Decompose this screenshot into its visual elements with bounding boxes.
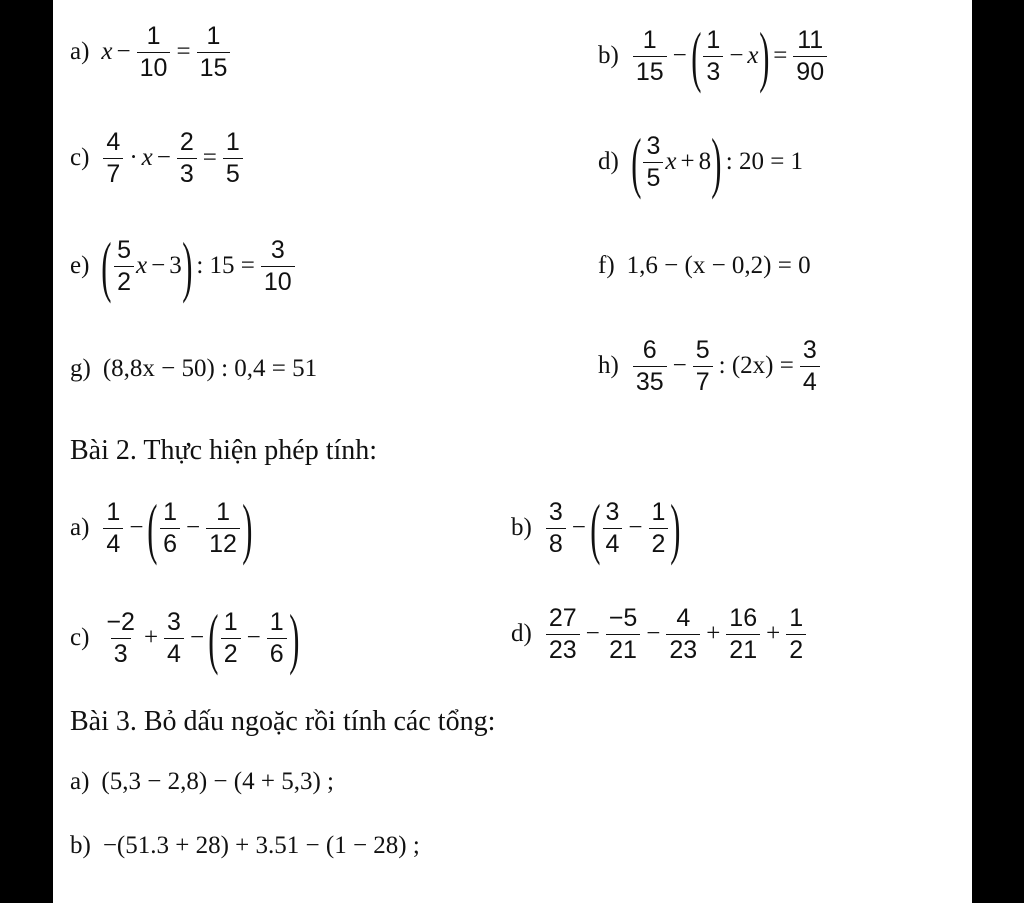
expression: (5,3 − 2,8) − (4 + 5,3) ; (101, 768, 334, 795)
fraction: $\frac{1}{15}$ (197, 22, 231, 83)
label: d) (598, 148, 619, 175)
problem-1c: c) $\frac{4}{7}$ · x − $\frac{2}{3}$ = $\frac{1}{5}$ (70, 128, 245, 189)
problem-2d: d) $\frac{27}{23}$ − $\frac{-5}{21}$ − $\frac{4}{23}$ + $\frac{16}{21}$ + $\frac{1}{2}$ (511, 604, 808, 665)
label: a) (70, 514, 90, 541)
problem-3b (70, 832, 420, 860)
problem-1b: b) $\frac{1}{15}$ − ( $\frac{1}{3}$ − x ) = $\frac{11}{90}$ (598, 22, 829, 90)
label: b) (511, 514, 532, 541)
label: b) (598, 42, 619, 69)
label: f) (598, 252, 615, 279)
label: h) (598, 352, 619, 380)
problem-2c: c) $\frac{-2}{3}$ + $\frac{3}{4}$ − ( $\frac{1}{2}$ − $\frac{1}{6}$ ) (70, 600, 300, 676)
label: b) (70, 832, 91, 859)
problem-3a (70, 768, 334, 796)
label: c) (70, 624, 90, 651)
section-heading-bai3: Bài 3. Bỏ dấu ngoặc rồi tính các tổng: (70, 706, 496, 737)
problem-1h: h) $\frac{6}{35}$ − $\frac{5}{7}$ : (2x) = $\frac{3}{4}$ (598, 336, 822, 397)
label: a) (70, 768, 90, 795)
label: c) (70, 144, 90, 172)
problem-1f (598, 252, 811, 280)
problem-2a: a) $\frac{1}{4}$ − ( $\frac{1}{6}$ − $\frac{1}{12}$ ) (70, 490, 253, 566)
fraction: $\frac{1}{10}$ (137, 22, 171, 83)
section-heading-bai2: Bài 2. Thực hiện phép tính: (70, 435, 378, 466)
label: g) (70, 355, 91, 382)
document-page (53, 0, 972, 903)
problem-1e: e) ( $\frac{5}{2}$ x − 3 ) : 15 = $\frac{3}{10}$ (70, 232, 297, 300)
label: e) (70, 252, 90, 279)
problem-2b: b) $\frac{3}{8}$ − ( $\frac{3}{4}$ − $\frac{1}{2}$ ) (511, 490, 681, 566)
expression: 1,6 − (x − 0,2) = 0 (626, 252, 811, 279)
label: a) (70, 38, 90, 66)
problem-1a: a) x − $\frac{1}{10}$ = $\frac{1}{15}$ (70, 22, 232, 83)
expression: −(51.3 + 28) + 3.51 − (1 − 28) ; (102, 832, 420, 859)
label: d) (511, 620, 532, 648)
expression: (8,8x − 50) : 0,4 = 51 (102, 355, 318, 382)
problem-1d: d) ( $\frac{3}{5}$ x + 8 ) : 20 = 1 (598, 124, 804, 200)
problem-1g (70, 355, 317, 383)
